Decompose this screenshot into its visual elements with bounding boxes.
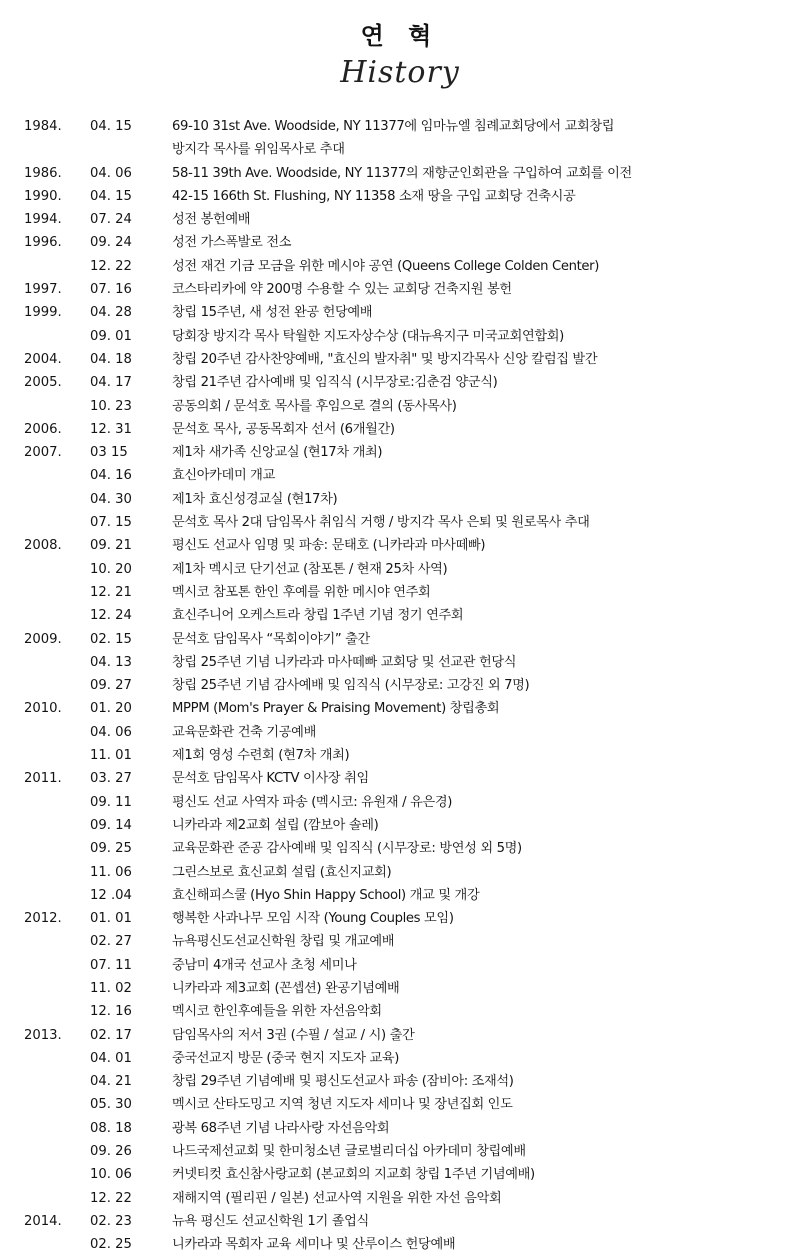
timeline-row	[0, 1093, 800, 1116]
row-event: 커넷티컷 효신참사랑교회 (본교회의 지교회 창립 1주년 기념예배)	[172, 1167, 535, 1183]
row-event: 뉴욕 평신도 선교신학원 1기 졸업식	[172, 1213, 369, 1229]
row-date: 12. 31	[90, 421, 132, 437]
row-date: 12. 16	[90, 1004, 132, 1020]
row-event: 중남미 4개국 선교사 초청 세미나	[172, 957, 357, 973]
row-date: 11. 06	[90, 864, 132, 880]
row-year: 2009.	[24, 631, 62, 647]
row-year: 2011.	[24, 771, 62, 787]
timeline-row	[0, 208, 800, 231]
row-event: 당회장 방지각 목사 탁월한 지도자상수상 (대뉴욕지구 미국교회연합회)	[172, 328, 564, 344]
row-event: 성전 재건 기금 모금을 위한 메시야 공연 (Queens College Colden Center)	[172, 258, 600, 274]
timeline-row	[0, 441, 800, 464]
row-event: 효신아카데미 개교	[172, 468, 275, 484]
row-event: 창립 20주년 감사찬양예배, "효신의 발자취" 및 방지각목사 신앙 칼럼집 발간	[172, 351, 598, 367]
timeline-row	[0, 697, 800, 720]
row-year: 2014.	[24, 1213, 62, 1229]
timeline-row	[0, 930, 800, 953]
row-date: 09. 21	[90, 538, 132, 554]
row-year: 2008.	[24, 538, 62, 554]
timeline-row	[0, 674, 800, 697]
timeline-row	[0, 1233, 800, 1256]
timeline-row	[0, 255, 800, 278]
timeline-row	[0, 628, 800, 651]
row-year: 1984.	[24, 119, 62, 134]
row-event: 제1차 멕시코 단기선교 (참포톤 / 현재 25차 사역)	[172, 561, 448, 577]
row-date: 09. 26	[90, 1144, 132, 1160]
row-date: 07. 24	[90, 212, 132, 228]
row-event: 니카라과 목회자 교육 세미나 및 산루이스 헌당예배	[172, 1237, 456, 1253]
row-event: 평신도 선교 사역자 파송 (멕시코: 유원재 / 유은경)	[172, 794, 453, 810]
row-event: 중국선교지 방문 (중국 현지 지도자 교육)	[172, 1050, 400, 1066]
row-date: 09. 27	[90, 678, 132, 694]
timeline-row	[0, 977, 800, 1000]
row-date: 10. 23	[90, 398, 132, 414]
row-date: 02. 25	[90, 1237, 132, 1253]
row-event: 효신주니어 오케스트라 창립 1주년 기념 정기 연주회	[172, 608, 464, 624]
row-date: 07. 11	[90, 957, 132, 973]
row-date: 01. 20	[90, 701, 132, 717]
row-event: 재해지역 (필리핀 / 일본) 선교사역 지원을 위한 자선 음악회	[172, 1190, 502, 1206]
timeline-row	[0, 488, 800, 511]
row-event: 효신해피스쿨 (Hyo Shin Happy School) 개교 및 개강	[172, 887, 480, 903]
row-event: 창립 25주년 기념 감사예배 및 임직식 (시무장로: 고강진 외 7명)	[172, 678, 530, 694]
row-year: 1999.	[24, 305, 62, 321]
timeline-row	[0, 558, 800, 581]
timeline-row	[0, 1117, 800, 1140]
timeline-row	[0, 464, 800, 487]
row-date: 12. 21	[90, 584, 132, 600]
row-date: 03. 27	[90, 771, 132, 787]
timeline-row	[0, 534, 800, 557]
timeline-row	[0, 115, 800, 138]
row-date: 02. 27	[90, 934, 132, 950]
timeline-row	[0, 581, 800, 604]
row-date: 09. 14	[90, 817, 132, 833]
row-event: 니카라과 제2교회 설립 (깜보아 솔레)	[172, 817, 379, 833]
row-date: 04. 01	[90, 1050, 132, 1066]
row-year: 2010.	[24, 701, 62, 717]
timeline-row	[0, 162, 800, 185]
row-date: 09. 25	[90, 841, 132, 857]
row-event: 성전 가스폭발로 전소	[172, 235, 292, 251]
timeline-row	[0, 371, 800, 394]
row-event: 뉴욕평신도선교신학원 창립 및 개교예배	[172, 934, 395, 950]
timeline-row	[0, 791, 800, 814]
row-date: 09. 01	[90, 328, 132, 344]
timeline-row	[0, 395, 800, 418]
row-event: 58-11 39th Ave. Woodside, NY 11377의 재향군인회관을 구입하여 교회를 이전	[172, 165, 632, 181]
timeline-row	[0, 138, 800, 161]
row-event: 창립 25주년 기념 니카라과 마사떼빠 교회당 및 선교관 헌당식	[172, 654, 517, 670]
row-date: 05. 30	[90, 1097, 132, 1113]
row-event: 평신도 선교사 임명 및 파송: 문태호 (니카라과 마사떼빠)	[172, 538, 486, 554]
row-year: 2012.	[24, 911, 62, 927]
row-date: 12 .04	[90, 887, 132, 903]
row-event: 멕시코 산타도밍고 지역 청년 지도자 세미나 및 장년집회 인도	[172, 1097, 513, 1113]
timeline-row	[0, 954, 800, 977]
row-event: 제1차 효신성경교실 (현17차)	[172, 491, 338, 507]
row-event: 문석호 담임목사 “목회이야기” 출간	[172, 631, 370, 647]
row-event: 멕시코 참포톤 한인 후예를 위한 메시야 연주회	[172, 584, 431, 600]
page-subtitle: History	[340, 55, 460, 90]
row-date: 10. 20	[90, 561, 132, 577]
row-event: 코스타리카에 약 200명 수용할 수 있는 교회당 건축지원 봉헌	[172, 282, 512, 298]
history-timeline	[0, 115, 800, 1257]
row-date: 07. 15	[90, 515, 132, 531]
timeline-row	[0, 884, 800, 907]
page-title: 연 혁	[360, 22, 440, 50]
row-event: 광복 68주년 기념 나라사랑 자선음악회	[172, 1120, 390, 1136]
row-event: 창립 15주년, 새 성전 완공 헌당예배	[172, 305, 373, 321]
timeline-row	[0, 907, 800, 930]
timeline-row	[0, 1047, 800, 1070]
row-event: 담임목사의 저서 3권 (수필 / 설교 / 시) 출간	[172, 1027, 415, 1043]
row-event: 69-10 31st Ave. Woodside, NY 11377에 임마뉴엘 침례교회당에서 교회창립	[172, 119, 615, 134]
row-event: 니카라과 제3교회 (꼰셉션) 완공기념예배	[172, 980, 400, 996]
row-date: 08. 18	[90, 1120, 132, 1136]
row-event: 성전 봉헌예배	[172, 212, 251, 228]
row-date: 02. 17	[90, 1027, 132, 1043]
row-year: 1986.	[24, 165, 62, 181]
row-date: 09. 24	[90, 235, 132, 251]
timeline-row	[0, 418, 800, 441]
timeline-row	[0, 301, 800, 324]
row-year: 1994.	[24, 212, 62, 228]
row-date: 04. 16	[90, 468, 132, 484]
row-date: 02. 23	[90, 1213, 132, 1229]
timeline-row	[0, 1163, 800, 1186]
row-date: 11. 02	[90, 980, 132, 996]
row-year: 2013.	[24, 1027, 62, 1043]
timeline-row	[0, 721, 800, 744]
row-date: 04. 17	[90, 375, 132, 391]
timeline-row	[0, 511, 800, 534]
row-year: 2005.	[24, 375, 62, 391]
row-event: 문석호 담임목사 KCTV 이사장 취임	[172, 771, 369, 787]
timeline-row	[0, 1070, 800, 1093]
timeline-row	[0, 1000, 800, 1023]
row-date: 03 15	[90, 445, 128, 461]
timeline-row	[0, 604, 800, 627]
row-date: 12. 22	[90, 1190, 132, 1206]
timeline-row	[0, 651, 800, 674]
row-event: 나드국제선교회 및 한미청소년 글로벌리더십 아카데미 창립예배	[172, 1144, 526, 1160]
row-event: 창립 21주년 감사예배 및 임직식 (시무장로:김춘검 양군식)	[172, 375, 498, 391]
timeline-row	[0, 1210, 800, 1233]
row-date: 02. 15	[90, 631, 132, 647]
row-event: 그린스보로 효신교회 설립 (효신지교회)	[172, 864, 392, 880]
row-event: 문석호 목사, 공동목회자 선서 (6개월간)	[172, 421, 395, 437]
row-event: 교육문화관 건축 기공예배	[172, 724, 316, 740]
row-date: 04. 06	[90, 724, 132, 740]
timeline-row	[0, 861, 800, 884]
timeline-row	[0, 814, 800, 837]
row-year: 2004.	[24, 351, 62, 367]
row-year: 1996.	[24, 235, 62, 251]
row-year: 2006.	[24, 421, 62, 437]
row-event: 제1회 영성 수련회 (현7차 개최)	[172, 748, 350, 764]
timeline-row	[0, 1024, 800, 1047]
row-date: 07. 16	[90, 282, 132, 298]
row-event: 제1차 새가족 신앙교실 (현17차 개최)	[172, 445, 383, 461]
page-header	[0, 0, 800, 96]
row-date: 04. 13	[90, 654, 132, 670]
row-year: 2007.	[24, 445, 62, 461]
row-date: 04. 15	[90, 119, 132, 134]
row-event: 행복한 사과나무 모임 시작 (Young Couples 모임)	[172, 911, 454, 927]
row-date: 11. 01	[90, 748, 132, 764]
timeline-row	[0, 185, 800, 208]
row-date: 04. 21	[90, 1074, 132, 1090]
row-event: 42-15 166th St. Flushing, NY 11358 소재 땅을 구입 교회당 건축시공	[172, 188, 576, 204]
timeline-row	[0, 1187, 800, 1210]
row-date: 10. 06	[90, 1167, 132, 1183]
row-date: 04. 30	[90, 491, 132, 507]
row-year: 1990.	[24, 188, 62, 204]
timeline-row	[0, 231, 800, 254]
timeline-row	[0, 1140, 800, 1163]
row-event: MPPM (Mom's Prayer & Praising Movement) 창립총회	[172, 701, 500, 717]
row-date: 09. 11	[90, 794, 132, 810]
row-date: 12. 24	[90, 608, 132, 624]
row-date: 12. 22	[90, 258, 132, 274]
row-date: 04. 18	[90, 351, 132, 367]
timeline-row	[0, 767, 800, 790]
row-event: 교육문화관 준공 감사예배 및 임직식 (시무장로: 방연성 외 5명)	[172, 841, 522, 857]
timeline-row	[0, 325, 800, 348]
row-event: 창립 29주년 기념예배 및 평신도선교사 파송 (잠비아: 조재석)	[172, 1074, 514, 1090]
row-date: 01. 01	[90, 911, 132, 927]
timeline-row	[0, 744, 800, 767]
row-year: 1997.	[24, 282, 62, 298]
timeline-row	[0, 348, 800, 371]
row-event: 멕시코 한인후예들을 위한 자선음악회	[172, 1004, 382, 1020]
row-date: 04. 06	[90, 165, 132, 181]
row-date: 04. 28	[90, 305, 132, 321]
row-date: 04. 15	[90, 188, 132, 204]
row-event: 방지각 목사를 위임목사로 추대	[172, 142, 345, 158]
row-event: 문석호 목사 2대 담임목사 취임식 거행 / 방지각 목사 은퇴 및 원로목사 추대	[172, 515, 590, 531]
timeline-row	[0, 278, 800, 301]
timeline-row	[0, 837, 800, 860]
row-event: 공동의회 / 문석호 목사를 후임으로 결의 (동사목사)	[172, 398, 457, 414]
